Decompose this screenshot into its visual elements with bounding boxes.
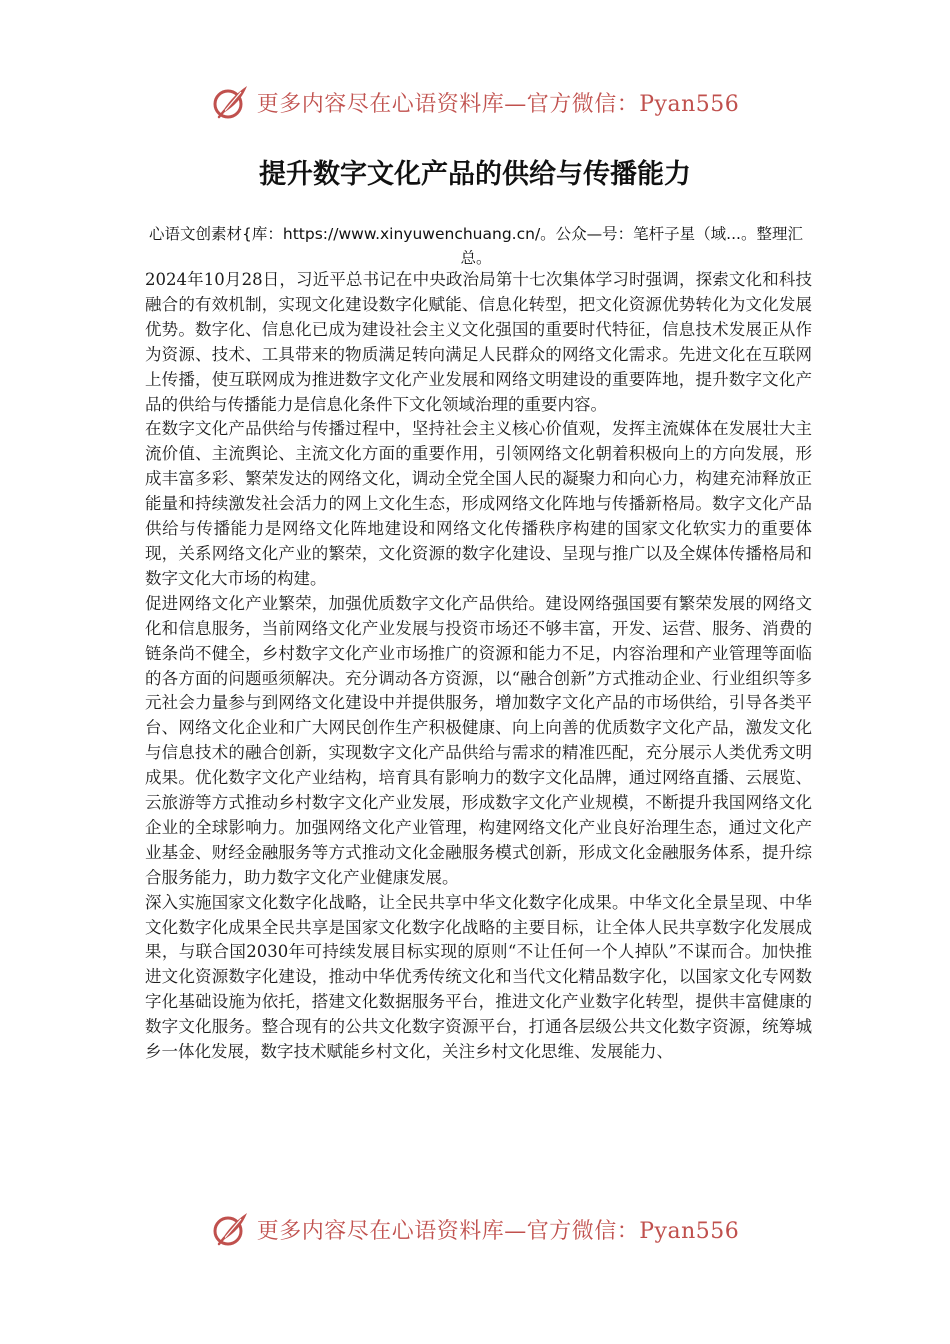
paragraph: 2024年10月28日，习近平总书记在中央政治局第十七次集体学习时强调，探索文化和科技融合的有效机制，实现文化建设数字化赋能、信息化转型，把文化资源优势转化为文化发展优势。数字化、信息化已成为建设社会主义文化强国的重要时代特征，信息技术发展正从作为资源、技术、工具带来的物质满足转向满足人民群众的网络文化需求。先进文化在互联网上传播，使互联网成为推进数字文化产业发展和网络文明建设的重要阵地，提升数字文化产品的供给与传播能力是信息化条件下文化领域治理的重要内容。 <box>145 270 812 414</box>
footer-banner <box>0 1207 950 1251</box>
paragraph: 深入实施国家文化数字化战略，让全民共享中华文化数字化成果。中华文化全景呈现、中华文化数字化成果全民共享是国家文化数字化战略的主要目标，让全体人民共享数字化发展成果，与联合国2030年可持续发展目标实现的原则“不让任何一个人掉队”不谋而合。加快推进文化资源数字化建设，推动中华优秀传统文化和当代文化精品数字化，以国家文化专网数字化基础设施为依托，搭建文化数据服务平台，推进文化产业数字化转型，提供丰富健康的数字文化服务。整合现有的公共文化数字资源平台，打通各层级公共文化数字资源，统筹城乡一体化发展，数字技术赋能乡村文化，关注乡村文化思维、发展能力、 <box>145 892 812 1062</box>
quill-logo-icon <box>211 1209 251 1249</box>
paragraph: 促进网络文化产业繁荣，加强优质数字文化产品供给。建设网络强国要有繁荣发展的网络文化和信息服务，当前网络文化产业发展与投资市场还不够丰富，开发、运营、服务、消费的链条尚不健全，乡村数字文化产业市场推广的资源和能力不足，内容治理和产业管理等面临的各方面的问题亟须解决。充分调动各方资源，以“融合创新”方式推动企业、行业组织等多元社会力量参与到网络文化建设中并提供服务，增加数字文化产品的市场供给，引导各类平台、网络文化企业和广大网民创作生产积极健康、向上向善的优质数字文化产品，激发文化与信息技术的融合创新，实现数字文化产品供给与需求的精准匹配，充分展示人类优秀文明成果。优化数字文化产业结构，培育具有影响力的数字文化品牌，通过网络直播、云展览、云旅游等方式推动乡村数字文化产业发展，形成数字文化产业规模，不断提升我国网络文化企业的全球影响力。加强网络文化产业管理，构建网络文化产业良好治理生态，通过文化产业基金、财经金融服务等方式推动文化金融服务模式创新，形成文化金融服务体系，提升综合服务能力，助力数字文化产业健康发展。 <box>145 593 812 887</box>
quill-logo-icon <box>211 82 251 122</box>
document-body <box>145 268 812 1065</box>
document-title: 提升数字文化产品的供给与传播能力 <box>259 159 691 190</box>
source-line: 心语文创素材{库：https://www.xinyuwenchuang.cn/。公众—号：笔杆子星（域...。整理汇总。 <box>149 225 803 267</box>
banner-text: 更多内容尽在心语资料库—官方微信：Pyan556 <box>256 1218 740 1244</box>
banner-text: 更多内容尽在心语资料库—官方微信：Pyan556 <box>256 91 740 117</box>
header-banner <box>0 80 950 124</box>
paragraph: 在数字文化产品供给与传播过程中，坚持社会主义核心价值观，发挥主流媒体在发展壮大主流价值、主流舆论、主流文化方面的重要作用，引领网络文化朝着积极向上的方向发展，形成丰富多彩、繁荣发达的网络文化，调动全党全国人民的凝聚力和向心力，构建充沛释放正能量和持续激发社会活力的网上文化生态，形成网络文化阵地与传播新格局。数字文化产品供给与传播能力是网络文化阵地建设和网络文化传播秩序构建的国家文化软实力的重要体现，关系网络文化产业的繁荣，文化资源的数字化建设、呈现与推广以及全媒体传播格局和数字文化大市场的构建。 <box>145 419 812 588</box>
